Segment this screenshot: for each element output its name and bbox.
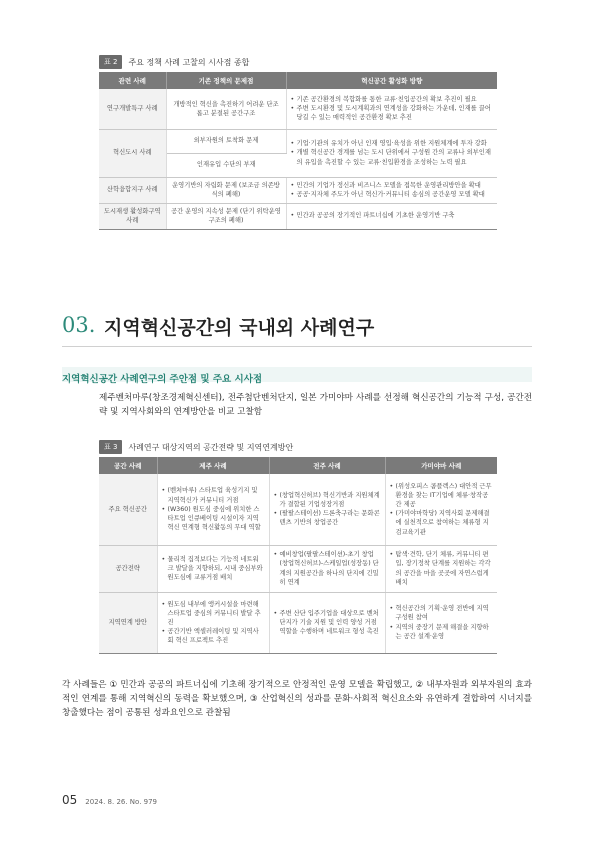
list-item: • 원도심 내부에 앵커시설을 마련해 스타트업 중심의 커뮤니티 발달 추진 [162, 600, 265, 627]
table3-cell-jeonju [269, 545, 385, 592]
conclusion-paragraph: 각 사례들은 ① 민간과 공공의 파트너십에 기초해 장기적으로 안정적인 운영 모델을 확립했고, ② 내부자원과 외부자원의 효과적인 연계를 통해 지역혁신의 동력을 확보했으며, ③ 산업혁신의 성과를 문화·사회적 혁신요소와 유연하게 결합하여 시너지를 창출했다는 점이 공통된 성과요인으로 관찰됨 [62, 680, 532, 718]
table2-case: 도시재생 활성화구역 사례 [99, 203, 166, 229]
list-item: • 혁신공간의 기획·운영 전반에 지역 구성원 참여 [390, 604, 494, 622]
table3-header: 가미야마 사례 [385, 457, 497, 474]
section-title: 지역혁신공간의 국내외 사례연구 [104, 317, 375, 339]
table2-problem: 운영기반의 자립화 문제 (보조금 의존방식의 폐해) [166, 177, 286, 203]
table-row [99, 89, 497, 129]
table2-case: 산학융합지구 사례 [99, 177, 166, 203]
table2-caption [99, 55, 249, 69]
table3-cell-jeju [157, 545, 269, 592]
page-footer [62, 793, 157, 807]
list-item: • 기업·기관의 유치가 아닌 인재 영입·육성을 위한 지원체계에 투자 강화 [291, 139, 494, 148]
table-row [99, 129, 497, 153]
table3-row-label: 공간전략 [99, 545, 157, 592]
list-item: • 물리적 집적보다는 기능적 네트워크 발달을 지향하되, 시내 중심부와 원도심에 교류거점 배치 [162, 555, 265, 582]
table2-directions [286, 203, 497, 229]
table2-header: 혁신공간 활성화 방향 [286, 72, 497, 89]
table3-caption [99, 440, 293, 454]
table3-header-row [99, 457, 497, 474]
issue-info: 2024. 8. 26. No. 979 [85, 798, 158, 806]
list-item: • 주변 산단 입주기업을 대상으로 벤처단지가 기술 지원 및 인력 양성 거점역할을 수행하며 네트워크 형성 촉진 [274, 609, 381, 636]
list-item: • (가미야마학당) 지역사회 문제해결에 실천적으로 참여하는 체류형 지검교육기관 [390, 509, 494, 536]
table-row [99, 177, 497, 203]
table3-cell-jeju [157, 474, 269, 545]
table3-cell-kamiyama [385, 592, 497, 653]
list-item: • 민간과 공공의 장기적인 파트너십에 기초한 운영기반 구축 [291, 211, 494, 220]
list-item: • (벤처마루) 스타트업 육성기지 및 지역혁신가 커뮤니티 거점 [162, 486, 265, 504]
table2-header: 관련 사례 [99, 72, 166, 89]
table-row [99, 203, 497, 229]
section-divider [62, 346, 532, 347]
list-item: • 지역의 중장기 문제 해결을 지향하는 공간 설계·운영 [390, 623, 494, 641]
table-row [99, 592, 497, 653]
table2-header: 기존 정책의 문제점 [166, 72, 286, 89]
intro-paragraph: 제주벤처마루(창조경제혁신센터), 전주첨단벤처단지, 일본 가미야마 사례를 선정해 혁신공간의 기능적 구성, 공간전략 및 지역사회와의 연계방안을 비교 고찰함 [99, 393, 532, 417]
table-row [99, 545, 497, 592]
table3-row-label: 주요 혁신공간 [99, 474, 157, 545]
table3-caption-text: 사례연구 대상지역의 공간전략 및 지역연계방안 [128, 442, 294, 452]
list-item: • 기존 공간환경의 복합화를 통한 교류·친입공간의 확보 추진이 필요 [291, 95, 494, 104]
table3-cell-jeonju [269, 474, 385, 545]
list-item: • 예비창업(팔팔스테이션)-초기 창업(창업혁신허브)-스케일업(성장동) 단계의 지원공간을 하나의 단지에 긴밀히 연계 [274, 550, 381, 587]
table-row [99, 474, 497, 545]
sub-heading-text: 지역혁신공간 사례연구의 주안점 및 주요 시사점 [62, 374, 263, 385]
list-item: • (위성오피스 콤플렉스) 대안적 근무환경을 찾는 IT기업에 체류·창작공간 제공 [390, 482, 494, 509]
list-item: • 공공·지자체 주도가 아닌 혁신가·커뮤니티 송심의 공간운영 모델 확대 [291, 190, 494, 199]
table3-header: 공간 사례 [99, 457, 157, 474]
list-item: • 탐색·견학, 단기 체류, 커뮤니티 편입, 장기정착 단계를 지원하는 각각의 공간을 마을 곳곳에 자연스럽게 배치 [390, 550, 494, 587]
table2-problem: 개방적인 혁신을 촉진하기 어려운 단조롭고 분절된 공간구조 [166, 89, 286, 129]
table2-problem: 공간 운영의 지속성 문제 (단기 위탁운영구조의 폐해) [166, 203, 286, 229]
table2-problem: 외부자원의 토착화 문제 [166, 129, 286, 153]
table3-cell-jeonju [269, 592, 385, 653]
table2-directions [286, 177, 497, 203]
table2-header-row [99, 72, 497, 89]
list-item: • 민간의 기업가 정신과 비즈니스 모델을 접목한 운영관리방안을 확대 [291, 181, 494, 190]
table2-caption-text: 주요 정책 사례 고찰의 시사점 종합 [128, 57, 250, 67]
page-number: 05 [62, 793, 78, 807]
table3-cell-kamiyama [385, 545, 497, 592]
list-item: • (팔팔스테이션) 드론축구라는 문화콘텐츠 기반의 창업공간 [274, 509, 381, 527]
list-item: • (W360) 원도심 중심에 위치한 스타트업 인큐베이팅 시설이자 지역혁신 연계형 혁신활동의 무대 역할 [162, 505, 265, 532]
table2-problem: 인재유입 수단의 부재 [166, 153, 286, 177]
table3-header: 전주 사례 [269, 457, 385, 474]
table3-cell-jeju [157, 592, 269, 653]
table2 [99, 72, 497, 230]
list-item: • (창업혁신허브) 혁신기반과 지원체계가 결합된 기업성장거점 [274, 491, 381, 509]
list-item: • 공간기반 엑셀러레이팅 및 지역사회 혁신 프로젝트 추진 [162, 627, 265, 645]
table2-case: 연구개발특구 사례 [99, 89, 166, 129]
sub-heading [62, 367, 532, 385]
table3-badge: 표 3 [99, 440, 122, 454]
table3-cell-kamiyama [385, 474, 497, 545]
table2-badge: 표 2 [99, 55, 122, 69]
list-item: • 주변 도시환경 및 도시계획과의 연계성을 강화하는 가운데, 인재를 끌어당길 수 있는 매력적인 공간환경 확보 추진 [291, 104, 494, 122]
table2-directions [286, 89, 497, 129]
table2-directions [286, 129, 497, 177]
section-number: 03. [62, 313, 96, 337]
table3-header: 제주 사례 [157, 457, 269, 474]
table3-row-label: 지역연계 방안 [99, 592, 157, 653]
table3 [99, 457, 497, 654]
table2-case: 혁신도시 사례 [99, 129, 166, 177]
list-item: • 개별 혁신공간 경계를 넘는 도시 단위에서 구성원 간의 교류나 외부인재의 유입을 촉진할 수 있는 교류·친입환경을 조성하는 노력 필요 [291, 148, 494, 166]
